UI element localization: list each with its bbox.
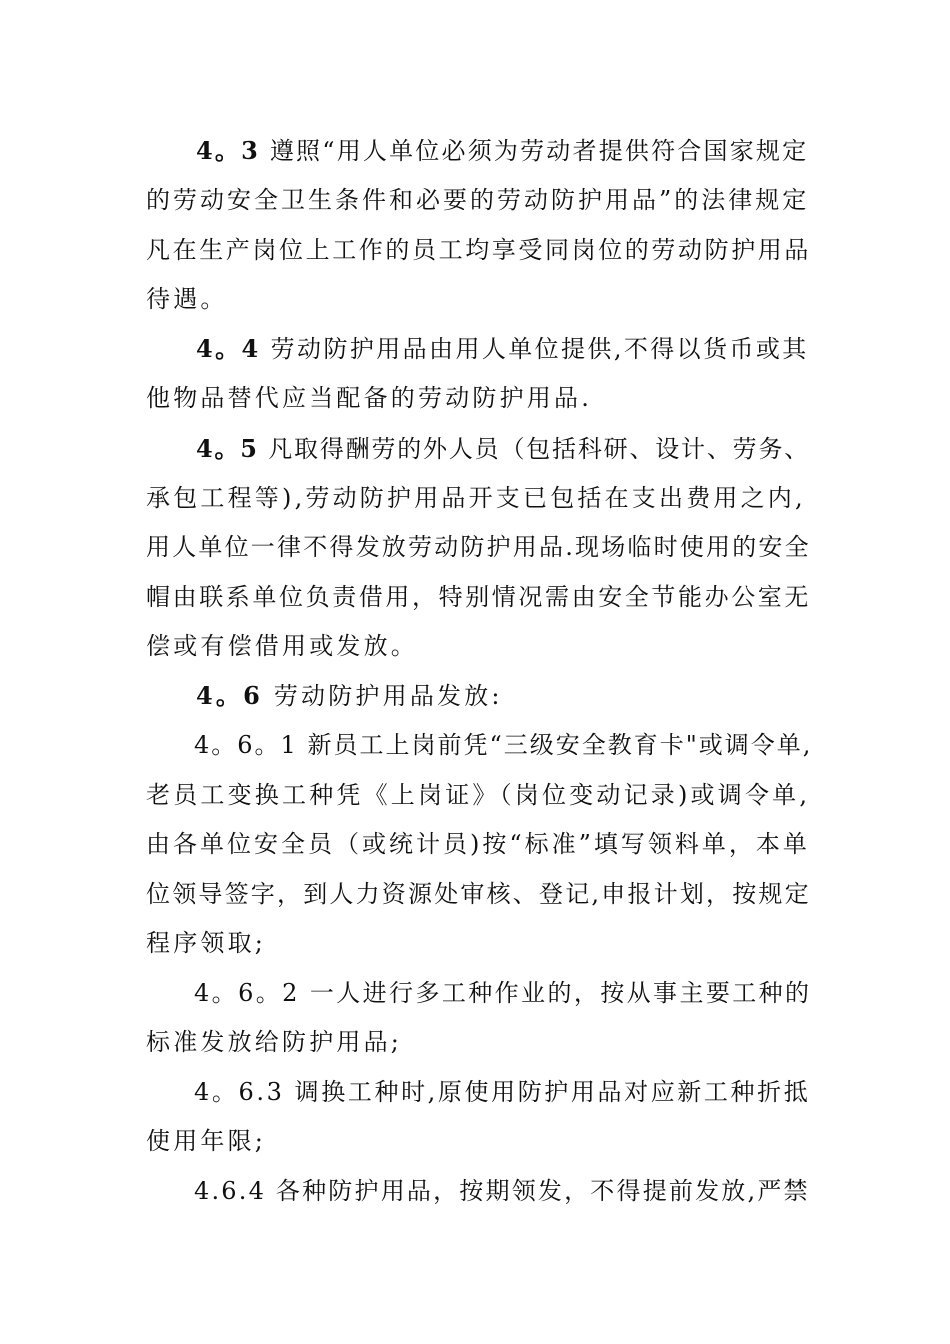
paragraph-4-6-3-line-2: 使用年限;	[146, 1127, 267, 1155]
paragraph-4-3-line-3: 凡在生产岗位上工作的员工均享受同岗位的劳动防护用品	[146, 236, 811, 264]
paragraph-4-6-2-number: 4。6。2	[194, 979, 300, 1007]
paragraph-4-6-text: 劳动防护用品发放:	[263, 682, 503, 710]
paragraph-4-6-3-line-1	[194, 1075, 810, 1109]
paragraph-4-3-text: 遵照“用人单位必须为劳动者提供符合国家规定	[260, 137, 809, 165]
paragraph-4-6-1-line-2: 老员工变换工种凭《上岗证》（岗位变动记录)或调令单,	[146, 781, 811, 809]
paragraph-4-6-number: 4。6	[196, 681, 263, 710]
paragraph-4-4-number: 4。4	[196, 334, 261, 363]
paragraph-4-6-1-line-3: 由各单位安全员（或统计员)按“标准”填写领料单，本单	[146, 830, 810, 858]
paragraph-4-6-1-number: 4。6。1	[194, 731, 298, 759]
paragraph-4-6-3-text: 调换工种时,原使用防护用品对应新工种折抵	[284, 1078, 811, 1106]
paragraph-4-5-text: 凡取得酬劳的外人员（包括科研、设计、劳务、	[258, 435, 811, 463]
paragraph-4-6-4-text: 各种防护用品，按期领发，不得提前发放,严禁	[266, 1177, 810, 1205]
paragraph-4-4-text: 劳动防护用品由用人单位提供,不得以货币或其	[260, 335, 809, 363]
paragraph-4-6-1-line-1	[194, 728, 812, 762]
paragraph-4-6-4-number: 4.6.4	[194, 1177, 267, 1205]
paragraph-4-6-line-1	[196, 679, 503, 713]
paragraph-4-5-line-1	[196, 432, 810, 466]
paragraph-4-3-line-4: 待遇。	[146, 285, 228, 313]
paragraph-4-5-line-3: 用人单位一律不得发放劳动防护用品.现场临时使用的安全	[146, 533, 811, 561]
paragraph-4-6-2-line-1	[194, 976, 811, 1010]
paragraph-4-5-line-2: 承包工程等),劳动防护用品开支已包括在支出费用之内,	[146, 484, 806, 512]
paragraph-4-4-line-2: 他物品替代应当配备的劳动防护用品.	[146, 384, 593, 412]
paragraph-4-6-2-text: 一人进行多工种作业的，按从事主要工种的	[299, 979, 812, 1007]
paragraph-4-6-4-line-1	[194, 1174, 810, 1208]
paragraph-4-4-line-1	[196, 332, 809, 366]
paragraph-4-3-line-1	[196, 134, 808, 168]
paragraph-4-6-1-line-5: 程序领取;	[146, 929, 267, 957]
paragraph-4-6-1-text: 新员工上岗前凭“三级安全教育卡"或调令单,	[297, 731, 813, 759]
paragraph-4-5-line-5: 偿或有偿借用或发放。	[146, 632, 418, 660]
paragraph-4-6-1-line-4: 位领导签字，到人力资源处审核、登记,申报计划，按规定	[146, 880, 811, 908]
paragraph-4-3-line-2: 的劳动安全卫生条件和必要的劳动防护用品”的法律规定	[146, 186, 810, 214]
paragraph-4-5-line-4: 帽由联系单位负责借用，特别情况需由安全节能办公室无	[146, 583, 811, 611]
paragraph-4-6-3-number: 4。6.3	[194, 1078, 285, 1106]
paragraph-4-3-number: 4。3	[196, 136, 260, 165]
paragraph-4-5-number: 4。5	[196, 434, 259, 463]
paragraph-4-6-2-line-2: 标准发放给防护用品;	[146, 1028, 403, 1056]
